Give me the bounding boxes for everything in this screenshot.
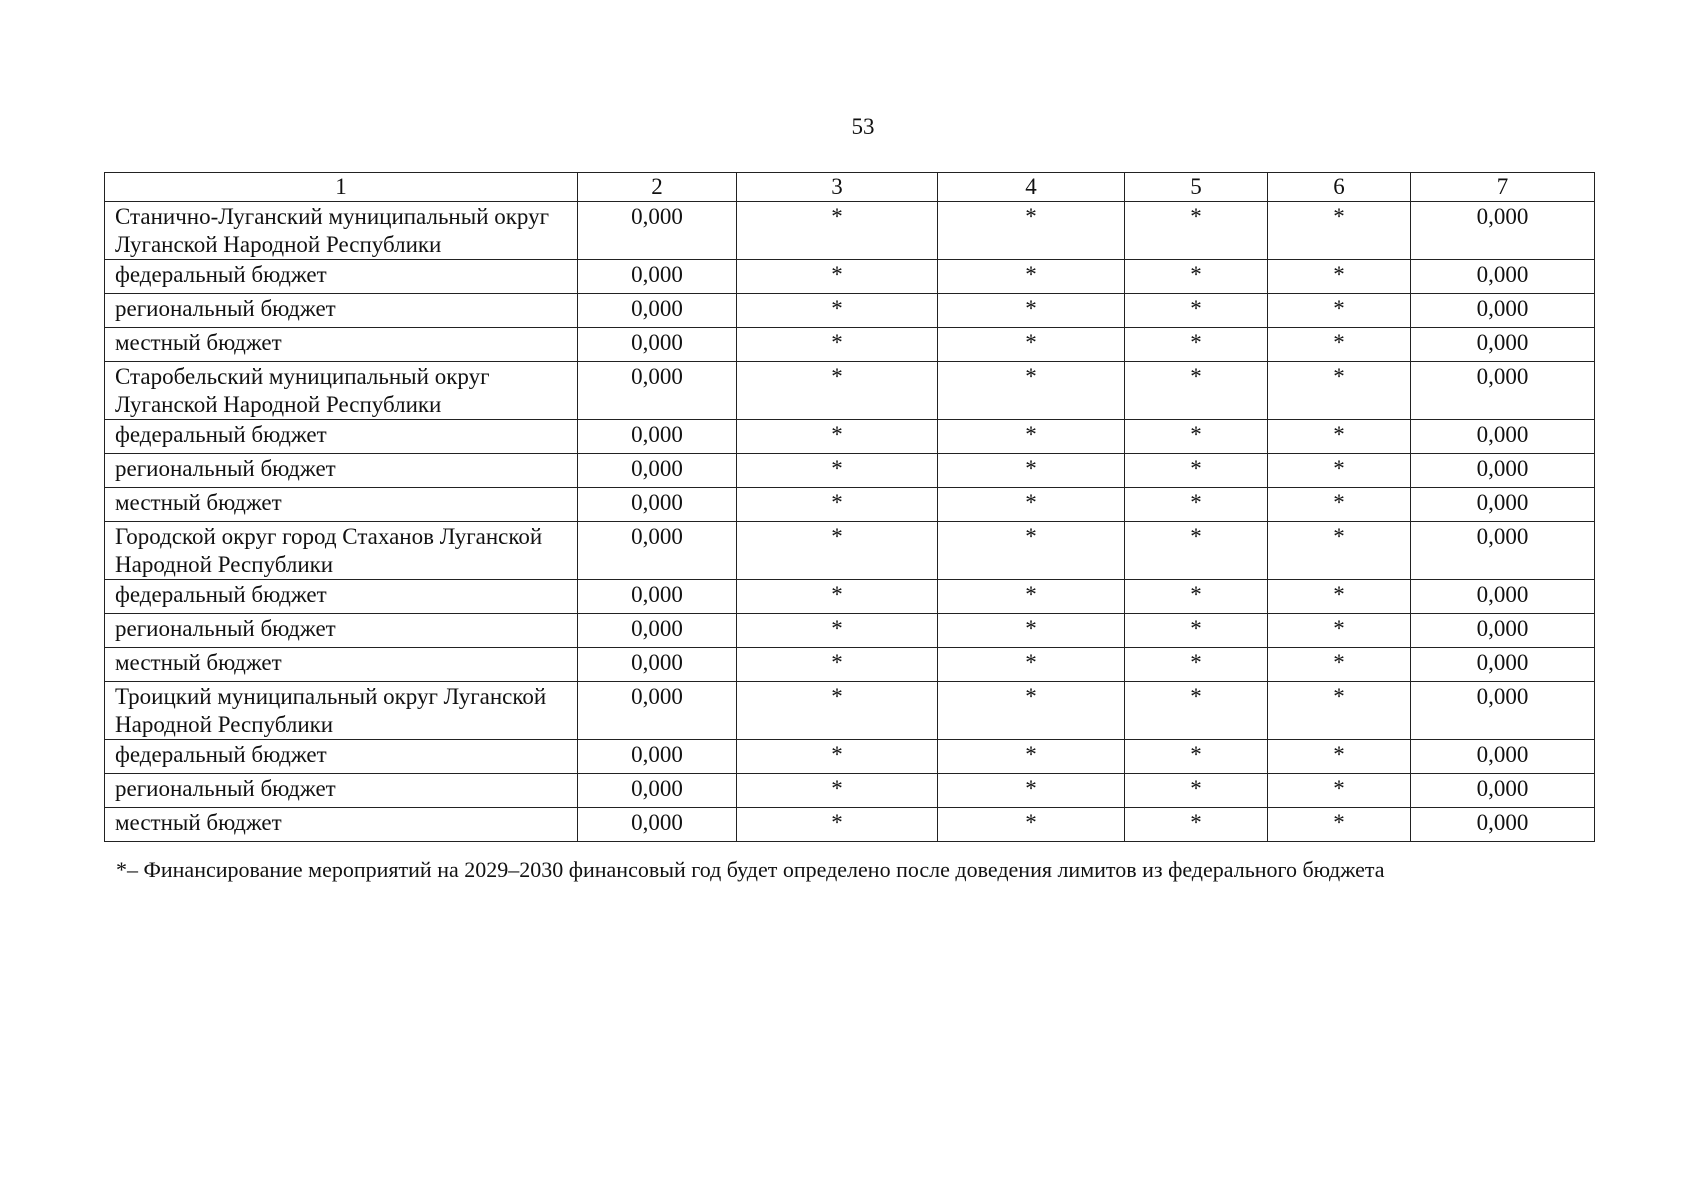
cell-value: *	[831, 650, 843, 675]
value-cell-col-7	[1411, 682, 1595, 740]
value-cell-col-6	[1268, 260, 1411, 294]
cell-value: 0,000	[631, 810, 683, 835]
row-label-cell	[105, 260, 578, 294]
cell-value: 0,000	[631, 422, 683, 447]
cell-value: *	[831, 582, 843, 607]
value-cell-col-5	[1125, 260, 1268, 294]
cell-value: 0,000	[631, 650, 683, 675]
table-row	[105, 808, 1595, 842]
cell-value: 0,000	[1476, 422, 1529, 447]
value-cell-col-3	[737, 488, 938, 522]
value-cell-col-5	[1125, 808, 1268, 842]
table-row	[105, 260, 1595, 294]
value-cell-col-6	[1268, 454, 1411, 488]
table-row	[105, 682, 1595, 740]
cell-value: *	[1025, 456, 1037, 481]
row-label-cell	[105, 522, 578, 580]
value-cell-col-3	[737, 362, 938, 420]
cell-value: *	[831, 422, 843, 447]
cell-value: *	[1190, 330, 1202, 355]
value-cell-col-7	[1411, 614, 1595, 648]
column-header-7: 7	[1411, 173, 1595, 202]
cell-value: *	[1333, 776, 1345, 801]
row-label-cell	[105, 488, 578, 522]
cell-value: *	[1333, 742, 1345, 767]
value-cell-col-6	[1268, 580, 1411, 614]
value-cell-col-7	[1411, 740, 1595, 774]
value-cell-col-2	[578, 362, 737, 420]
value-cell-col-4	[938, 740, 1125, 774]
value-cell-col-4	[938, 522, 1125, 580]
row-label-cell	[105, 580, 578, 614]
value-cell-col-6	[1268, 648, 1411, 682]
cell-value: *	[831, 330, 843, 355]
value-cell-col-4	[938, 648, 1125, 682]
value-cell-col-3	[737, 740, 938, 774]
cell-value: 0,000	[631, 524, 683, 549]
row-label-cell	[105, 202, 578, 260]
row-label-cell	[105, 454, 578, 488]
value-cell-col-5	[1125, 488, 1268, 522]
cell-value: 0,000	[1476, 262, 1529, 287]
table-row	[105, 294, 1595, 328]
cell-value: *	[1025, 582, 1037, 607]
value-cell-col-7	[1411, 808, 1595, 842]
table-row	[105, 488, 1595, 522]
page-number: 53	[851, 114, 875, 139]
cell-value: 0,000	[631, 296, 683, 321]
cell-value: *	[1190, 810, 1202, 835]
cell-value: 0,000	[1476, 776, 1529, 801]
value-cell-col-6	[1268, 740, 1411, 774]
row-label-cell	[105, 294, 578, 328]
value-cell-col-7	[1411, 420, 1595, 454]
cell-value: 0,000	[1476, 330, 1529, 355]
cell-value: *	[1190, 262, 1202, 287]
value-cell-col-3	[737, 682, 938, 740]
cell-value: 0,000	[631, 616, 683, 641]
value-cell-col-2	[578, 420, 737, 454]
row-label-cell	[105, 328, 578, 362]
cell-value: *	[1333, 422, 1345, 447]
value-cell-col-7	[1411, 362, 1595, 420]
value-cell-col-7	[1411, 774, 1595, 808]
table-row	[105, 774, 1595, 808]
cell-value: *	[831, 490, 843, 515]
row-label: федеральный бюджет	[115, 262, 327, 287]
value-cell-col-5	[1125, 648, 1268, 682]
row-label: местный бюджет	[115, 490, 282, 515]
value-cell-col-5	[1125, 522, 1268, 580]
value-cell-col-2	[578, 774, 737, 808]
cell-value: *	[1025, 490, 1037, 515]
cell-value: *	[831, 364, 843, 389]
cell-value: *	[831, 262, 843, 287]
value-cell-col-7	[1411, 328, 1595, 362]
row-label-cell	[105, 614, 578, 648]
cell-value: 0,000	[1476, 650, 1529, 675]
cell-value: *	[831, 776, 843, 801]
value-cell-col-6	[1268, 522, 1411, 580]
row-label-cell	[105, 362, 578, 420]
cell-value: 0,000	[631, 582, 683, 607]
value-cell-col-4	[938, 580, 1125, 614]
value-cell-col-4	[938, 202, 1125, 260]
cell-value: *	[1333, 204, 1345, 229]
value-cell-col-7	[1411, 580, 1595, 614]
column-header-5: 5	[1125, 173, 1268, 202]
value-cell-col-4	[938, 294, 1125, 328]
row-label: местный бюджет	[115, 810, 282, 835]
cell-value: 0,000	[631, 330, 683, 355]
cell-value: *	[831, 524, 843, 549]
value-cell-col-2	[578, 682, 737, 740]
value-cell-col-7	[1411, 454, 1595, 488]
value-cell-col-5	[1125, 454, 1268, 488]
cell-value: 0,000	[631, 364, 683, 389]
value-cell-col-5	[1125, 580, 1268, 614]
value-cell-col-3	[737, 580, 938, 614]
value-cell-col-6	[1268, 202, 1411, 260]
value-cell-col-7	[1411, 294, 1595, 328]
value-cell-col-2	[578, 488, 737, 522]
cell-value: 0,000	[1476, 456, 1529, 481]
value-cell-col-7	[1411, 260, 1595, 294]
cell-value: *	[1025, 296, 1037, 321]
value-cell-col-7	[1411, 522, 1595, 580]
cell-value: *	[1333, 810, 1345, 835]
value-cell-col-2	[578, 740, 737, 774]
cell-value: *	[1190, 582, 1202, 607]
row-label-cell	[105, 808, 578, 842]
value-cell-col-3	[737, 774, 938, 808]
value-cell-col-2	[578, 202, 737, 260]
value-cell-col-3	[737, 328, 938, 362]
value-cell-col-6	[1268, 294, 1411, 328]
value-cell-col-7	[1411, 648, 1595, 682]
value-cell-col-3	[737, 614, 938, 648]
cell-value: 0,000	[1476, 582, 1529, 607]
cell-value: *	[1190, 650, 1202, 675]
row-label: федеральный бюджет	[115, 582, 327, 607]
cell-value: 0,000	[631, 684, 683, 709]
cell-value: 0,000	[631, 262, 683, 287]
value-cell-col-5	[1125, 294, 1268, 328]
value-cell-col-2	[578, 580, 737, 614]
value-cell-col-3	[737, 648, 938, 682]
cell-value: 0,000	[1476, 742, 1529, 767]
value-cell-col-2	[578, 260, 737, 294]
cell-value: *	[1190, 742, 1202, 767]
cell-value: *	[1190, 456, 1202, 481]
value-cell-col-6	[1268, 808, 1411, 842]
table-row	[105, 420, 1595, 454]
cell-value: *	[1333, 524, 1345, 549]
table-header-row	[105, 173, 1595, 202]
cell-value: 0,000	[631, 490, 683, 515]
cell-value: 0,000	[631, 776, 683, 801]
value-cell-col-7	[1411, 488, 1595, 522]
value-cell-col-6	[1268, 328, 1411, 362]
row-label: Городской округ город Стаханов Луганской Народной Республики	[115, 524, 543, 577]
cell-value: 0,000	[1476, 490, 1529, 515]
table-row	[105, 362, 1595, 420]
cell-value: 0,000	[1476, 364, 1529, 389]
table-row	[105, 740, 1595, 774]
cell-value: *	[1333, 262, 1345, 287]
value-cell-col-3	[737, 454, 938, 488]
cell-value: *	[831, 456, 843, 481]
row-label: региональный бюджет	[115, 456, 336, 481]
row-label: федеральный бюджет	[115, 422, 327, 447]
cell-value: *	[1025, 616, 1037, 641]
value-cell-col-2	[578, 808, 737, 842]
value-cell-col-2	[578, 454, 737, 488]
table-body	[105, 202, 1595, 842]
value-cell-col-5	[1125, 682, 1268, 740]
value-cell-col-2	[578, 294, 737, 328]
cell-value: *	[831, 296, 843, 321]
cell-value: 0,000	[1476, 204, 1529, 229]
cell-value: *	[1190, 490, 1202, 515]
cell-value: *	[831, 204, 843, 229]
value-cell-col-3	[737, 808, 938, 842]
cell-value: 0,000	[1476, 296, 1529, 321]
cell-value: *	[1333, 364, 1345, 389]
cell-value: *	[1025, 204, 1037, 229]
cell-value: *	[831, 616, 843, 641]
cell-value: *	[1190, 422, 1202, 447]
value-cell-col-4	[938, 808, 1125, 842]
cell-value: 0,000	[1476, 524, 1529, 549]
value-cell-col-4	[938, 362, 1125, 420]
cell-value: *	[1190, 616, 1202, 641]
row-label-cell	[105, 740, 578, 774]
cell-value: *	[1025, 330, 1037, 355]
cell-value: *	[1025, 524, 1037, 549]
value-cell-col-3	[737, 260, 938, 294]
value-cell-col-5	[1125, 328, 1268, 362]
value-cell-col-3	[737, 420, 938, 454]
value-cell-col-4	[938, 488, 1125, 522]
value-cell-col-5	[1125, 202, 1268, 260]
row-label: Станично-Луганский муниципальный округ Луганской Народной Республики	[115, 204, 550, 257]
column-header-3: 3	[737, 173, 938, 202]
cell-value: *	[831, 742, 843, 767]
row-label: региональный бюджет	[115, 616, 336, 641]
column-header-2: 2	[578, 173, 737, 202]
cell-value: *	[1025, 650, 1037, 675]
value-cell-col-4	[938, 614, 1125, 648]
cell-value: *	[1190, 204, 1202, 229]
value-cell-col-5	[1125, 420, 1268, 454]
value-cell-col-5	[1125, 740, 1268, 774]
row-label: региональный бюджет	[115, 776, 336, 801]
row-label-cell	[105, 774, 578, 808]
cell-value: 0,000	[1476, 684, 1529, 709]
value-cell-col-4	[938, 420, 1125, 454]
value-cell-col-2	[578, 614, 737, 648]
row-label: Старобельский муниципальный округ Луганской Народной Республики	[115, 364, 490, 417]
table-row	[105, 580, 1595, 614]
table-row	[105, 648, 1595, 682]
cell-value: *	[1025, 684, 1037, 709]
value-cell-col-4	[938, 454, 1125, 488]
cell-value: *	[1333, 490, 1345, 515]
cell-value: *	[1190, 524, 1202, 549]
row-label-cell	[105, 682, 578, 740]
table-row	[105, 454, 1595, 488]
value-cell-col-6	[1268, 420, 1411, 454]
value-cell-col-6	[1268, 488, 1411, 522]
value-cell-col-6	[1268, 362, 1411, 420]
row-label: местный бюджет	[115, 650, 282, 675]
cell-value: *	[1333, 684, 1345, 709]
cell-value: *	[1025, 364, 1037, 389]
table-row	[105, 614, 1595, 648]
value-cell-col-6	[1268, 682, 1411, 740]
cell-value: *	[1333, 330, 1345, 355]
cell-value: *	[1333, 616, 1345, 641]
value-cell-col-4	[938, 774, 1125, 808]
column-header-4: 4	[938, 173, 1125, 202]
table-row	[105, 202, 1595, 260]
value-cell-col-3	[737, 522, 938, 580]
column-header-6: 6	[1268, 173, 1411, 202]
cell-value: 0,000	[1476, 616, 1529, 641]
value-cell-col-2	[578, 522, 737, 580]
cell-value: *	[1190, 364, 1202, 389]
column-header-1: 1	[105, 173, 578, 202]
value-cell-col-6	[1268, 774, 1411, 808]
footnote: *– Финансирование мероприятий на 2029–2030 финансовый год будет определено после доведения лимитов из федерального бюджета	[116, 857, 1385, 882]
cell-value: 0,000	[631, 742, 683, 767]
value-cell-col-4	[938, 328, 1125, 362]
cell-value: *	[1025, 776, 1037, 801]
value-cell-col-5	[1125, 774, 1268, 808]
cell-value: *	[1333, 456, 1345, 481]
value-cell-col-2	[578, 328, 737, 362]
cell-value: *	[831, 810, 843, 835]
cell-value: *	[1333, 650, 1345, 675]
value-cell-col-6	[1268, 614, 1411, 648]
value-cell-col-7	[1411, 202, 1595, 260]
cell-value: *	[1025, 742, 1037, 767]
cell-value: *	[1025, 810, 1037, 835]
value-cell-col-5	[1125, 614, 1268, 648]
budget-table	[104, 172, 1595, 842]
value-cell-col-3	[737, 202, 938, 260]
cell-value: 0,000	[1476, 810, 1529, 835]
value-cell-col-3	[737, 294, 938, 328]
value-cell-col-4	[938, 682, 1125, 740]
value-cell-col-2	[578, 648, 737, 682]
row-label: Троицкий муниципальный округ Луганской Народной Республики	[115, 684, 547, 737]
cell-value: *	[1190, 296, 1202, 321]
cell-value: *	[1333, 296, 1345, 321]
table-row	[105, 328, 1595, 362]
value-cell-col-4	[938, 260, 1125, 294]
cell-value: 0,000	[631, 456, 683, 481]
row-label-cell	[105, 420, 578, 454]
row-label-cell	[105, 648, 578, 682]
cell-value: *	[1025, 422, 1037, 447]
cell-value: *	[831, 684, 843, 709]
row-label: федеральный бюджет	[115, 742, 327, 767]
cell-value: 0,000	[631, 204, 683, 229]
cell-value: *	[1190, 684, 1202, 709]
cell-value: *	[1190, 776, 1202, 801]
value-cell-col-5	[1125, 362, 1268, 420]
row-label: региональный бюджет	[115, 296, 336, 321]
cell-value: *	[1025, 262, 1037, 287]
table-row	[105, 522, 1595, 580]
cell-value: *	[1333, 582, 1345, 607]
row-label: местный бюджет	[115, 330, 282, 355]
